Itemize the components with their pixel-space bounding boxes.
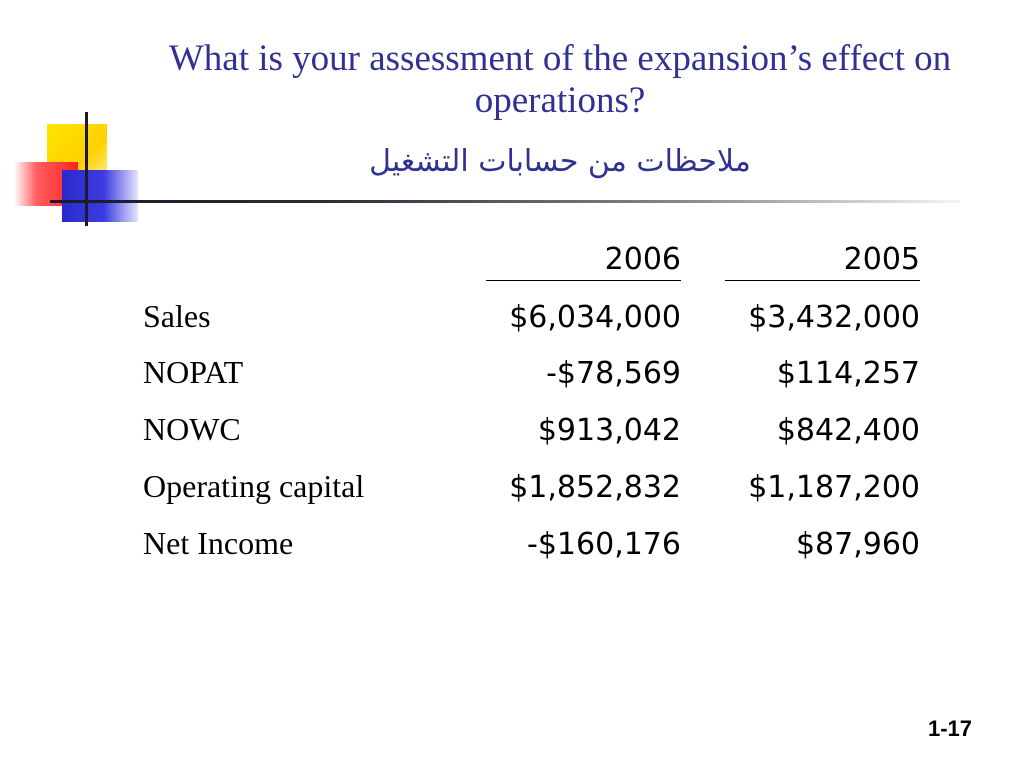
table-row-operating-capital [0,466,1024,522]
cell-2006: $913,042 [537,413,681,448]
cell-2005: $87,960 [795,527,920,562]
table-row-sales [0,296,1024,352]
row-label: Sales [143,298,211,334]
cell-2006: -$78,569 [546,356,681,391]
cell-2005: $842,400 [776,413,920,448]
slide-title: What is your assessment of the expansion’s effect on operations? [168,38,952,121]
column-header-2006: 2006 [486,240,681,281]
table-row-nowc [0,409,1024,465]
cell-2006: $1,852,832 [509,470,681,505]
page-number: 1-17 [927,716,972,741]
cell-2006: -$160,176 [527,527,681,562]
row-label: NOWC [143,411,241,447]
cell-2005: $114,257 [776,356,920,391]
cell-2006: $6,034,000 [509,300,681,335]
cell-2005: $3,432,000 [748,300,920,335]
column-header-2005: 2005 [725,240,920,281]
row-label: Operating capital [143,468,365,504]
row-label: Net Income [143,525,294,561]
cell-2005: $1,187,200 [748,470,920,505]
slide-title-arabic: ملاحظات من حسابات التشغيل [369,144,751,179]
table-row-nopat [0,352,1024,408]
row-label: NOPAT [143,354,244,390]
table-row-net-income [0,523,1024,579]
